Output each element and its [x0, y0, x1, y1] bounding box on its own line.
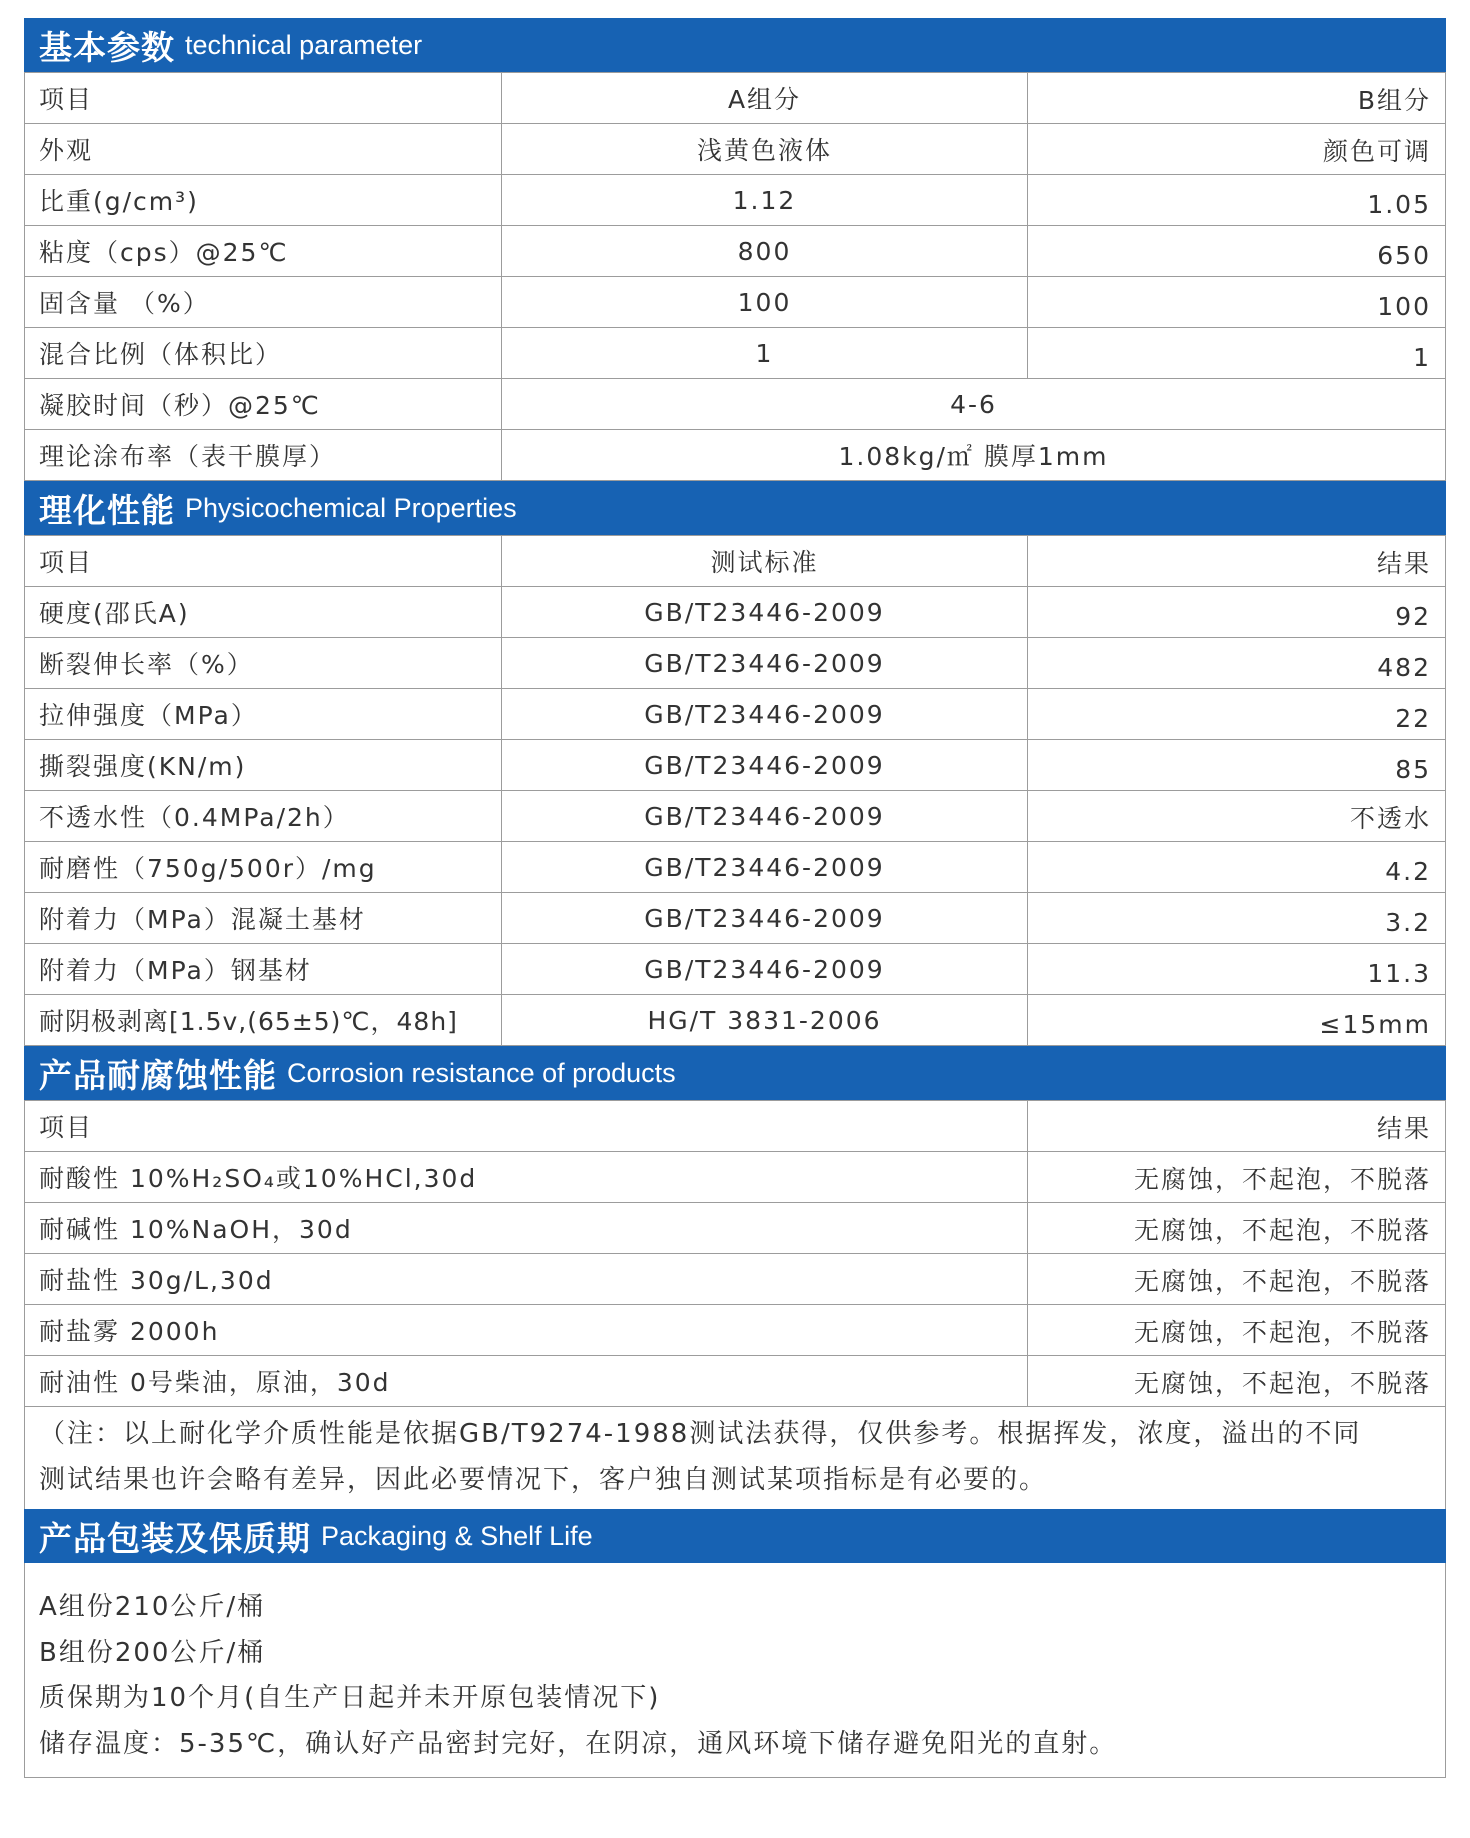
row-label: 附着力（MPa）混凝土基材: [25, 893, 502, 944]
row-label: 撕裂强度(KN/m): [25, 740, 502, 791]
header-cell: B组分: [1028, 73, 1446, 124]
row-standard: GB/T23446-2009: [502, 893, 1028, 944]
section-title-en: Corrosion resistance of products: [287, 1057, 676, 1088]
note-line: （注：以上耐化学介质性能是依据GB/T9274-1988测试法获得，仅供参考。根据挥发，浓度，溢出的不同: [39, 1419, 1362, 1449]
row-value-b: 1.05: [1028, 175, 1446, 226]
row-label: 比重(g/cm³): [25, 175, 502, 226]
row-label: 混合比例（体积比）: [25, 328, 502, 379]
table-header-row: [25, 73, 1446, 124]
row-result: ≤15mm: [1028, 995, 1446, 1046]
row-result: 无腐蚀，不起泡，不脱落: [1028, 1305, 1446, 1356]
row-standard: GB/T23446-2009: [502, 944, 1028, 995]
table-row: [25, 1254, 1446, 1305]
row-standard: GB/T23446-2009: [502, 587, 1028, 638]
row-label: 凝胶时间（秒）@25℃: [25, 379, 502, 430]
table-header-row: [25, 536, 1446, 587]
datasheet: [24, 18, 1446, 1778]
row-value-b: 100: [1028, 277, 1446, 328]
section-header-physico: [24, 481, 1446, 535]
row-label: 附着力（MPa）钢基材: [25, 944, 502, 995]
packaging-info: [24, 1563, 1446, 1778]
row-label: 耐盐雾 2000h: [25, 1305, 1028, 1356]
packaging-line: B组份200公斤/桶: [39, 1637, 266, 1668]
row-result: 85: [1028, 740, 1446, 791]
table-row: [25, 995, 1446, 1046]
table-row: [25, 638, 1446, 689]
table-row: [25, 328, 1446, 379]
row-label: 硬度(邵氏A): [25, 587, 502, 638]
row-result: 482: [1028, 638, 1446, 689]
packaging-line: A组份210公斤/桶: [39, 1592, 266, 1622]
test-note: [24, 1407, 1446, 1509]
packaging-line: 储存温度：5-35℃，确认好产品密封完好，在阴凉，通风环境下储存避免阳光的直射。: [39, 1728, 1118, 1759]
row-standard: GB/T23446-2009: [502, 689, 1028, 740]
table-row: [25, 587, 1446, 638]
table-row: [25, 124, 1446, 175]
table-row: [25, 791, 1446, 842]
table-row: [25, 842, 1446, 893]
row-result: 3.2: [1028, 893, 1446, 944]
row-label: 耐酸性 10%H₂SO₄或10%HCl,30d: [25, 1152, 1028, 1203]
row-result: 11.3: [1028, 944, 1446, 995]
row-result: 无腐蚀，不起泡，不脱落: [1028, 1254, 1446, 1305]
row-value-a: 1: [502, 328, 1028, 379]
header-cell: A组分: [502, 73, 1028, 124]
section-title-zh: 基本参数: [39, 27, 175, 67]
table-header-row: [25, 1101, 1446, 1152]
header-cell: 结果: [1028, 536, 1446, 587]
section-header-corrosion: [24, 1046, 1446, 1100]
header-cell: 测试标准: [502, 536, 1028, 587]
row-value-a: 1.12: [502, 175, 1028, 226]
row-label: 不透水性（0.4MPa/2h）: [25, 791, 502, 842]
row-result: 4.2: [1028, 842, 1446, 893]
row-value-a: 800: [502, 226, 1028, 277]
section-title-zh: 理化性能: [39, 490, 175, 530]
section-title-zh: 产品耐腐蚀性能: [39, 1055, 277, 1095]
row-result: 无腐蚀，不起泡，不脱落: [1028, 1152, 1446, 1203]
row-result: 92: [1028, 587, 1446, 638]
section-title-zh: 产品包装及保质期: [39, 1518, 311, 1558]
row-label: 粘度（cps）@25℃: [25, 226, 502, 277]
row-label: 拉伸强度（MPa）: [25, 689, 502, 740]
row-label: 耐磨性（750g/500r）/mg: [25, 842, 502, 893]
table-row: [25, 430, 1446, 481]
row-standard: GB/T23446-2009: [502, 638, 1028, 689]
note-line: 测试结果也许会略有差异，因此必要情况下，客户独自测试某项指标是有必要的。: [39, 1465, 1048, 1495]
row-label: 耐油性 0号柴油，原油，30d: [25, 1356, 1028, 1407]
row-standard: GB/T23446-2009: [502, 740, 1028, 791]
table-row: [25, 1356, 1446, 1407]
header-cell: 项目: [25, 536, 502, 587]
table-row: [25, 1305, 1446, 1356]
row-value-b: 1: [1028, 328, 1446, 379]
row-value-b: 颜色可调: [1028, 124, 1446, 175]
table-row: [25, 740, 1446, 791]
table-row: [25, 277, 1446, 328]
section-header-basic: [24, 18, 1446, 72]
row-value-merged: 4-6: [502, 379, 1446, 430]
row-result: 无腐蚀，不起泡，不脱落: [1028, 1356, 1446, 1407]
section-header-packaging: [24, 1509, 1446, 1563]
row-result: 22: [1028, 689, 1446, 740]
table-row: [25, 944, 1446, 995]
physicochemical-table: [24, 535, 1446, 1046]
row-label: 耐阴极剥离[1.5v,(65±5)℃，48h]: [25, 995, 502, 1046]
section-title-en: technical parameter: [185, 29, 423, 60]
section-title-en: Physicochemical Properties: [185, 492, 517, 523]
table-row: [25, 689, 1446, 740]
header-cell: 项目: [25, 1101, 1028, 1152]
row-result: 不透水: [1028, 791, 1446, 842]
row-standard: HG/T 3831-2006: [502, 995, 1028, 1046]
row-standard: GB/T23446-2009: [502, 791, 1028, 842]
table-row: [25, 379, 1446, 430]
row-label: 耐碱性 10%NaOH，30d: [25, 1203, 1028, 1254]
row-label: 固含量 （%）: [25, 277, 502, 328]
corrosion-table: [24, 1100, 1446, 1407]
header-cell: 项目: [25, 73, 502, 124]
row-value-b: 650: [1028, 226, 1446, 277]
row-standard: GB/T23446-2009: [502, 842, 1028, 893]
row-value-merged: 1.08kg/㎡ 膜厚1mm: [502, 430, 1446, 481]
table-row: [25, 1203, 1446, 1254]
row-label: 外观: [25, 124, 502, 175]
row-value-a: 100: [502, 277, 1028, 328]
header-cell: 结果: [1028, 1101, 1446, 1152]
table-row: [25, 1152, 1446, 1203]
table-row: [25, 893, 1446, 944]
table-row: [25, 226, 1446, 277]
row-value-a: 浅黄色液体: [502, 124, 1028, 175]
row-label: 断裂伸长率（%）: [25, 638, 502, 689]
packaging-line: 质保期为10个月(自生产日起并未开原包装情况下): [39, 1683, 661, 1713]
section-title-en: Packaging & Shelf Life: [321, 1520, 593, 1551]
row-label: 理论涂布率（表干膜厚）: [25, 430, 502, 481]
table-row: [25, 175, 1446, 226]
row-result: 无腐蚀，不起泡，不脱落: [1028, 1203, 1446, 1254]
basic-parameter-table: [24, 72, 1446, 481]
row-label: 耐盐性 30g/L,30d: [25, 1254, 1028, 1305]
